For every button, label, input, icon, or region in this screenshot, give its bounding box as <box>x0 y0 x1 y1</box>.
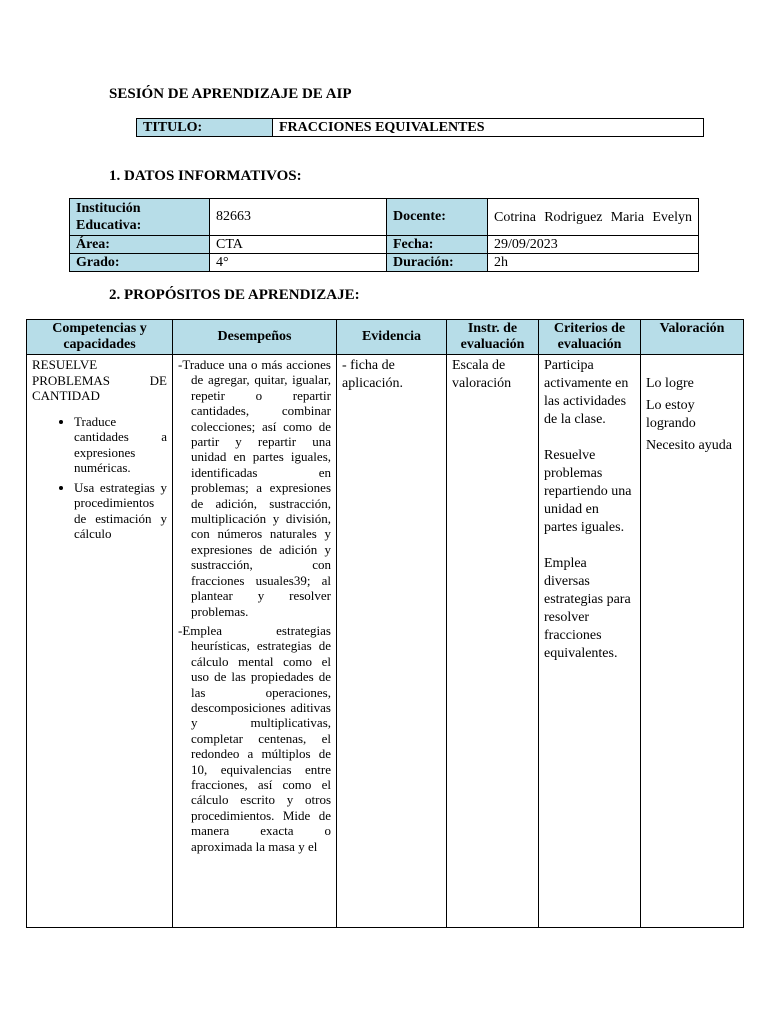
competencia-text: RESUELVE PROBLEMAS DE CANTIDAD <box>32 357 167 403</box>
duracion-value: 2h <box>488 254 699 272</box>
fecha-value: 29/09/2023 <box>488 236 699 254</box>
header-evidencia: Evidencia <box>337 320 447 355</box>
header-instrumento: Instr. de evaluación <box>447 320 539 355</box>
criterio-item: Emplea diversas estrategias para resolver fracciones equivalentes. <box>544 556 631 661</box>
institucion-label: Institución Educativa: <box>70 199 210 236</box>
header-criterios: Criterios de evaluación <box>539 320 641 355</box>
evidencia-cell: - ficha de aplicación. <box>337 355 447 928</box>
title-label: TITULO: <box>137 119 273 137</box>
institucion-value: 82663 <box>210 199 387 236</box>
desempeno-item: -Emplea estrategias heurísticas, estrategias de cálculo mental como el uso de las propiedades de las operaciones, descomposiciones aditivas y multiplicativas, completar centenas, el redondeo a múltiplos de 10, equivalencias entre fracciones, así como el cálculo escrito y otros procedimientos. Mide de manera exacta o aproximada la masa y el <box>178 622 331 854</box>
header-desempenos: Desempeños <box>173 320 337 355</box>
fecha-label: Fecha: <box>387 236 488 254</box>
docente-value: Cotrina Rodriguez Maria Evelyn <box>488 199 699 236</box>
criterio-item: Participa activamente en las actividades de la clase. <box>544 358 629 427</box>
criterios-cell <box>539 355 641 928</box>
grado-value: 4° <box>210 254 387 272</box>
info-table <box>69 198 699 272</box>
duracion-label: Duración: <box>387 254 488 272</box>
instrumento-cell: Escala de valoración <box>447 355 539 928</box>
area-label: Área: <box>70 236 210 254</box>
desempeno-item: -Traduce una o más acciones de agregar, quitar, igualar, repetir o repartir cantidades, combinar colecciones; así como de partir y repartir una unidad en partes iguales, identificadas en problemas; a expresiones de adición, sustracción, multiplicación y división, con números naturales y expresiones de adición y sustracción, con fracciones usuales39; al plantear y resolver problemas. <box>178 357 331 619</box>
header-competencias: Competencias y capacidades <box>27 320 173 355</box>
header-valoracion: Valoración <box>641 320 744 355</box>
title-value: FRACCIONES EQUIVALENTES <box>273 119 704 137</box>
page-heading: SESIÓN DE APRENDIZAJE DE AIP <box>109 86 352 102</box>
valoracion-item: Lo estoy logrando <box>646 398 696 431</box>
propositos-table <box>26 319 744 928</box>
section-datos-informativos: 1. DATOS INFORMATIVOS: <box>109 168 302 184</box>
valoracion-cell <box>641 355 744 928</box>
valoracion-item: Necesito ayuda <box>646 438 732 453</box>
capacidad-item: • Traduce cantidades a expresiones numéricas. <box>74 414 167 476</box>
grado-label: Grado: <box>70 254 210 272</box>
valoracion-item: Lo logre <box>646 376 694 391</box>
criterio-item: Resuelve problemas repartiendo una unidad en partes iguales. <box>544 448 632 535</box>
title-table <box>136 118 704 137</box>
desempenos-cell <box>173 355 337 928</box>
competencias-cell <box>27 355 173 928</box>
area-value: CTA <box>210 236 387 254</box>
capacidad-item: • Usa estrategias y procedimientos de estimación y cálculo <box>74 480 167 542</box>
docente-label: Docente: <box>387 199 488 236</box>
capacidades-list <box>32 414 167 542</box>
section-propositos: 2. PROPÓSITOS DE APRENDIZAJE: <box>109 287 360 303</box>
